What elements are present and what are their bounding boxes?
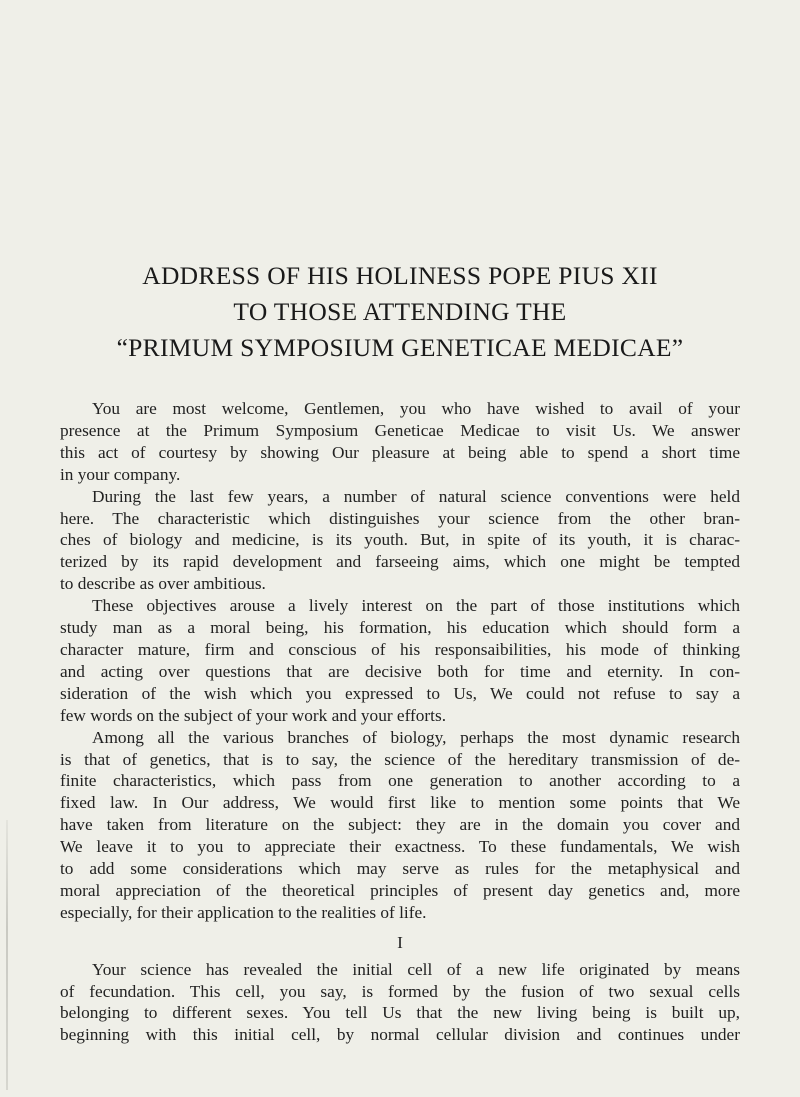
- text-line: and acting over questions that are decisive both for time and eternity. In con-: [60, 661, 740, 681]
- title-line: ADDRESS OF HIS HOLINESS POPE PIUS XII: [142, 261, 658, 290]
- text-line: sideration of the wish which you expressed to Us, We could not refuse to say a: [60, 683, 740, 703]
- paragraph-section-one: [60, 959, 740, 1047]
- text-line: During the last few years, a number of natural science conventions were held: [92, 486, 740, 506]
- text-line: These objectives arouse a lively interest on the part of those institutions which: [92, 596, 740, 616]
- text-line: You are most welcome, Gentlemen, you who have wished to avail of your: [92, 399, 740, 418]
- paragraph-conventions: [60, 486, 740, 596]
- text-line: terized by its rapid development and farseeing aims, which one might be tempted: [60, 552, 740, 572]
- text-line: to add some considerations which may serve as rules for the metaphysical and: [60, 859, 740, 879]
- title-line: TO THOSE ATTENDING THE: [233, 297, 567, 326]
- text-line: study man as a moral being, his formation, his education which should form a: [60, 618, 740, 638]
- text-line: Your science has revealed the initial cell of a new life originated by means: [92, 959, 740, 979]
- text-line: this act of courtesy by showing Our pleasure at being able to spend a short time: [60, 442, 740, 462]
- title-line: “PRIMUM SYMPOSIUM GENETICAE MEDICAE”: [116, 333, 684, 362]
- text-line: ches of biology and medicine, is its youth. But, in spite of its youth, it is charac-: [60, 530, 740, 550]
- text-line: We leave it to you to appreciate their exactness. To these fundamentals, We wish: [60, 837, 740, 857]
- text-line: Among all the various branches of biology, perhaps the most dynamic research: [92, 727, 740, 747]
- text-line: to describe as over ambitious.: [60, 574, 266, 594]
- address-title: [60, 258, 740, 366]
- text-line: is that of genetics, that is to say, the science of the hereditary transmission of de-: [60, 749, 740, 769]
- address-body: [60, 398, 740, 1046]
- text-line: belonging to different sexes. You tell Us that the new living being is built up,: [60, 1003, 740, 1023]
- text-line: presence at the Primum Symposium Geneticae Medicae to visit Us. We answer: [60, 420, 740, 440]
- text-line: beginning with this initial cell, by normal cellular division and continues under: [60, 1025, 740, 1045]
- section-numeral: I: [397, 932, 403, 952]
- paragraph-genetics: [60, 727, 740, 924]
- text-line: here. The characteristic which distinguishes your science from the other bran-: [60, 508, 740, 528]
- text-line: few words on the subject of your work and your efforts.: [60, 705, 447, 725]
- text-line: finite characteristics, which pass from one generation to another according to a: [60, 771, 740, 791]
- paragraph-objectives: [60, 595, 740, 726]
- text-line: of fecundation. This cell, you say, is formed by the fusion of two sexual cells: [60, 981, 740, 1001]
- paragraph-welcome: [60, 398, 740, 486]
- text-line: have taken from literature on the subject: they are in the domain you cover and: [60, 815, 740, 835]
- text-line: especially, for their application to the realities of life.: [60, 902, 427, 922]
- text-line: moral appreciation of the theoretical principles of present day genetics and, more: [60, 880, 740, 900]
- text-line: character mature, firm and conscious of his responsaibilities, his mode of thinking: [60, 639, 740, 659]
- page-edge-shadow: [6, 820, 8, 1090]
- text-line: fixed law. In Our address, We would first like to mention some points that We: [60, 793, 740, 813]
- text-line: in your company.: [60, 464, 181, 484]
